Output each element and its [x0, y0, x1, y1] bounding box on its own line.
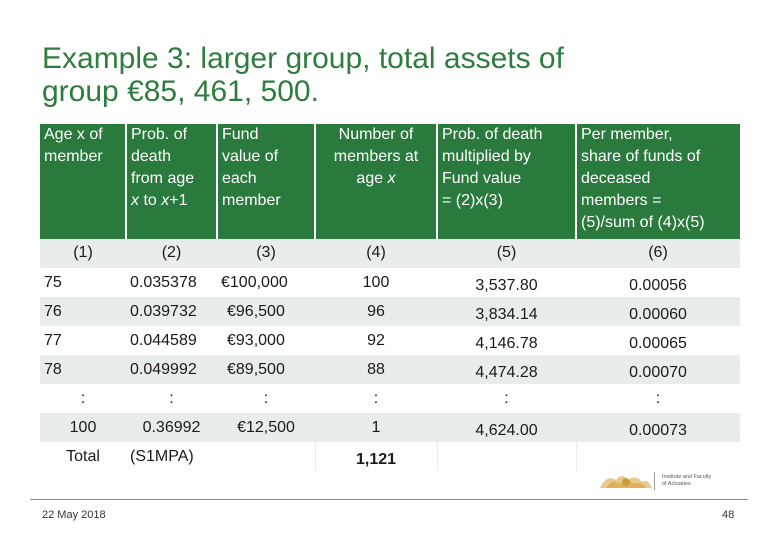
- total-product-empty: [437, 442, 576, 471]
- cell-share: [576, 268, 740, 297]
- header-age: [40, 124, 126, 239]
- cell-product-text: 4,474.28: [475, 364, 538, 381]
- header-share-text4: members =: [581, 192, 662, 209]
- table-row: [40, 413, 740, 442]
- cell-members: 92: [315, 326, 437, 355]
- header-share-text5: (5)/sum of (4)x(5): [581, 214, 705, 231]
- header-prob-text2: death: [131, 148, 172, 165]
- total-fund-empty: [217, 442, 315, 471]
- header-share-text3: deceased: [581, 170, 651, 187]
- header-product-text3: Fund value: [442, 170, 522, 187]
- cell-fund: €96,500: [217, 297, 315, 326]
- total-prob: (S1MPA): [126, 442, 217, 471]
- table-row-ellipsis: [40, 384, 740, 413]
- table-header-row: [40, 124, 740, 239]
- cell-members: 88: [315, 355, 437, 384]
- title-line-2: group €85, 461, 500.: [42, 75, 319, 108]
- logo-line-2: of Actuaries: [662, 480, 691, 487]
- cell-product: [437, 326, 576, 355]
- colnum-1: (1): [40, 239, 126, 268]
- cell-age: :: [40, 384, 126, 413]
- cell-share-text: 0.00060: [629, 306, 687, 323]
- cell-prob: 0.035378: [126, 268, 217, 297]
- colnum-3: (3): [217, 239, 315, 268]
- header-age-text1: Age x of: [44, 126, 103, 143]
- total-label: Total: [40, 442, 126, 471]
- header-fund-text3: each: [222, 170, 257, 187]
- header-members-x: x: [387, 170, 396, 187]
- cell-prob: :: [126, 384, 217, 413]
- cell-share-text: 0.00070: [629, 364, 687, 381]
- cell-share: [576, 326, 740, 355]
- cell-prob: 0.044589: [126, 326, 217, 355]
- cell-members: :: [315, 384, 437, 413]
- colnum-4: (4): [315, 239, 437, 268]
- cell-members: 100: [315, 268, 437, 297]
- header-prob-text3: from age: [131, 170, 195, 187]
- logo-line-1: Institute and Faculty: [662, 474, 712, 480]
- header-fund-text1: Fund: [222, 126, 259, 143]
- colnum-2: (2): [126, 239, 217, 268]
- cell-share-text: 0.00065: [629, 335, 687, 352]
- header-prob-death: [126, 124, 217, 239]
- cell-product: [437, 268, 576, 297]
- colnum-5: (5): [437, 239, 576, 268]
- cell-share: :: [576, 384, 740, 413]
- header-members: [315, 124, 437, 239]
- table-row: [40, 268, 740, 297]
- cell-members: 1: [315, 413, 437, 442]
- cell-share: [576, 413, 740, 442]
- cell-prob: 0.36992: [126, 413, 217, 442]
- header-product: [437, 124, 576, 239]
- header-members-text2: members at: [333, 148, 419, 165]
- header-prob-x2: x: [161, 192, 170, 209]
- cell-product-text: 4,624.00: [475, 422, 538, 439]
- colnum-6: (6): [576, 239, 740, 268]
- mortality-table: [40, 124, 740, 471]
- crest-icon: [596, 470, 656, 492]
- cell-product-text: 3,834.14: [475, 306, 538, 323]
- table-row: [40, 355, 740, 384]
- header-prob-text1: Prob. of: [131, 126, 188, 143]
- table-row: [40, 326, 740, 355]
- cell-age: 76: [40, 297, 126, 326]
- cell-fund: €93,000: [217, 326, 315, 355]
- total-row: [40, 442, 740, 471]
- header-prob-plus1: +1: [169, 192, 188, 209]
- cell-age: 77: [40, 326, 126, 355]
- header-product-text4: = (2)x(3): [442, 192, 503, 209]
- cell-share-text: 0.00073: [629, 422, 687, 439]
- cell-fund: €100,000: [217, 268, 315, 297]
- cell-members: 96: [315, 297, 437, 326]
- logo-text: [662, 474, 711, 487]
- title-line-1: Example 3: larger group, total assets of: [42, 42, 564, 75]
- cell-product: [437, 413, 576, 442]
- header-members-age: age: [356, 170, 388, 187]
- header-share: [576, 124, 740, 239]
- total-members-text: 1,121: [355, 451, 397, 468]
- header-product-text2: multiplied by: [442, 148, 531, 165]
- table-row: [40, 297, 740, 326]
- header-prob-x1: x: [131, 192, 139, 209]
- cell-product-text: 4,146.78: [475, 335, 538, 352]
- total-members: [315, 442, 437, 471]
- cell-product-text: 3,537.80: [475, 277, 538, 294]
- cell-product: :: [437, 384, 576, 413]
- header-age-text2: member: [44, 148, 103, 165]
- cell-fund: :: [217, 384, 315, 413]
- cell-prob: 0.039732: [126, 297, 217, 326]
- header-prob-to: to: [139, 192, 162, 209]
- total-share-empty: [576, 442, 740, 471]
- header-fund-text2: value of: [222, 148, 279, 165]
- cell-product: [437, 297, 576, 326]
- column-number-row: [40, 239, 740, 268]
- header-share-text1: Per member,: [581, 126, 673, 143]
- institute-logo: [596, 468, 726, 494]
- cell-age: 100: [40, 413, 126, 442]
- cell-fund: €12,500: [217, 413, 315, 442]
- cell-prob: 0.049992: [126, 355, 217, 384]
- cell-share-text: 0.00056: [629, 277, 687, 294]
- header-fund-value: [217, 124, 315, 239]
- header-members-text1: Number of: [338, 126, 414, 143]
- page-number: 48: [722, 509, 735, 521]
- cell-product: [437, 355, 576, 384]
- header-product-text1: Prob. of death: [442, 126, 543, 143]
- slide-title: [42, 42, 742, 108]
- header-share-text2: share of funds of: [581, 148, 701, 165]
- cell-fund: €89,500: [217, 355, 315, 384]
- footer-date: 22 May 2018: [42, 509, 106, 521]
- header-fund-text4: member: [222, 192, 281, 209]
- cell-share: [576, 355, 740, 384]
- footer-divider: [30, 499, 748, 500]
- cell-share: [576, 297, 740, 326]
- cell-age: 78: [40, 355, 126, 384]
- cell-age: 75: [40, 268, 126, 297]
